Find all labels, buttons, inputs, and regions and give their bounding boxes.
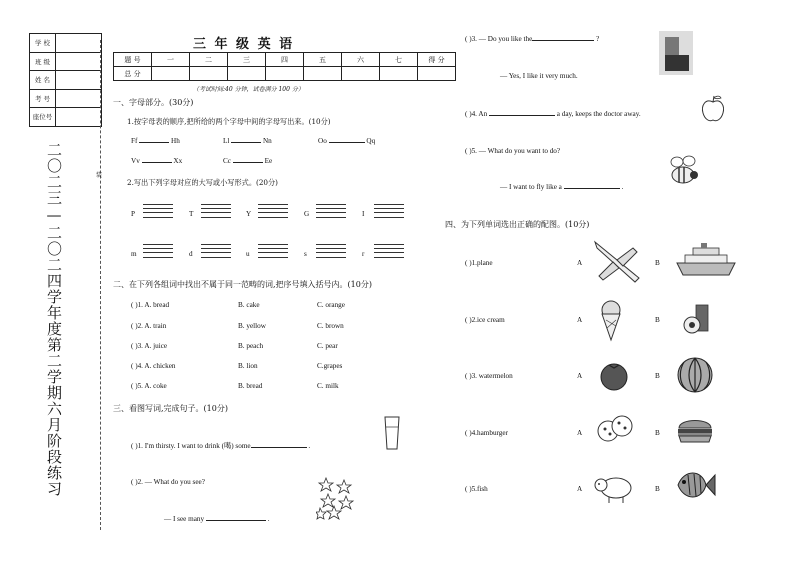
section2-heading: 二、在下列各组词中找出不属于同一范畴的词,把序号填入括号内。(10分) <box>113 280 372 289</box>
score-cell[interactable] <box>304 67 342 81</box>
letter-pair: Oo Qq <box>318 137 376 145</box>
s4-item: ( )2.ice cream <box>465 316 505 324</box>
writing-lines[interactable] <box>258 244 288 261</box>
score-header: 题 号 <box>114 53 152 67</box>
score-header: 五 <box>304 53 342 67</box>
option-a[interactable]: A <box>577 429 583 437</box>
option-b[interactable]: B <box>655 316 660 324</box>
option-b[interactable]: B <box>655 372 660 380</box>
writing-lines[interactable] <box>143 204 173 221</box>
bee-image <box>665 153 701 189</box>
glass-of-water-image <box>382 415 402 451</box>
info-label: 考 号 <box>30 89 56 108</box>
writing-lines[interactable] <box>316 204 346 221</box>
watermelon-image <box>676 356 714 394</box>
option-a[interactable]: A <box>577 372 583 380</box>
letter-pair: Cc Ee <box>223 157 273 165</box>
s3-q2: ( )2. — What do you see? <box>131 478 205 486</box>
ship-image <box>675 243 737 277</box>
binding-mark: 装 <box>96 172 103 179</box>
seat-number-field[interactable] <box>56 108 102 127</box>
s4-item: ( )4.hamburger <box>465 429 508 437</box>
s3-q1: ( )1. I'm thirsty. I want to drink (喝) some . <box>131 442 311 450</box>
letter: m <box>131 250 137 258</box>
apple-image <box>700 95 726 123</box>
letter: u <box>246 250 250 258</box>
s4-item: ( )5.fish <box>465 485 488 493</box>
exam-number-field[interactable] <box>56 89 102 108</box>
score-header: 一 <box>152 53 190 67</box>
writing-lines[interactable] <box>143 244 173 261</box>
s2-row: ( )2. A. train B. yellow C. brown <box>131 322 344 330</box>
s2-row: ( )4. A. chicken B. lion C.grapes <box>131 362 343 370</box>
binding-line <box>100 40 101 530</box>
s2-row: ( )1. A. bread B. cake C. orange <box>131 301 345 309</box>
score-header: 四 <box>266 53 304 67</box>
s2-row: ( )3. A. juice B. peach C. pear <box>131 342 338 350</box>
option-b[interactable]: B <box>655 429 660 437</box>
score-cell[interactable] <box>380 67 418 81</box>
name-field[interactable] <box>56 71 102 90</box>
s1-q1: 1.按字母表的顺序,把所给的两个字母中间的字母写出来。(10分) <box>127 117 331 126</box>
s4-item: ( )1.plane <box>465 259 493 267</box>
music-image <box>659 31 693 75</box>
exam-note: （考试时间:40 分钟，试卷满分 100 分） <box>193 86 304 93</box>
ice-cream-image <box>598 300 624 342</box>
option-a[interactable]: A <box>577 316 583 324</box>
plane-image <box>593 238 641 284</box>
food-image <box>682 303 714 335</box>
total-label: 总 分 <box>114 67 152 81</box>
letter-pair: Ll Nn <box>223 137 272 145</box>
s3-q3: ( )3. — Do you like the ? <box>465 35 600 43</box>
writing-lines[interactable] <box>316 244 346 261</box>
score-table <box>113 52 456 81</box>
score-cell[interactable] <box>418 67 456 81</box>
class-field[interactable] <box>56 52 102 71</box>
score-cell[interactable] <box>266 67 304 81</box>
stars-image <box>316 476 358 522</box>
score-header: 得 分 <box>418 53 456 67</box>
letter: P <box>131 210 135 218</box>
s2-row: ( )5. A. coke B. bread C. milk <box>131 382 339 390</box>
side-title: 二〇二三—二〇二四学年度第二学期六月阶段练习 <box>45 142 63 497</box>
letter: s <box>304 250 307 258</box>
score-header: 七 <box>380 53 418 67</box>
letter: G <box>304 210 310 218</box>
s3-q5-answer: — I want to fly like a . <box>500 183 624 191</box>
writing-lines[interactable] <box>374 244 404 261</box>
info-label: 姓 名 <box>30 71 56 90</box>
writing-lines[interactable] <box>201 244 231 261</box>
s4-item: ( )3. watermelon <box>465 372 513 380</box>
score-cell[interactable] <box>152 67 190 81</box>
s3-q5: ( )5. — What do you want to do? <box>465 147 561 155</box>
s3-q4: ( )4. An a day, keeps the doctor away. <box>465 110 641 118</box>
letter: d <box>189 250 193 258</box>
sheep-image <box>593 474 635 504</box>
option-a[interactable]: A <box>577 485 583 493</box>
info-label: 座位号 <box>30 108 56 127</box>
letter-pair: Vv Xx <box>131 157 183 165</box>
score-header: 三 <box>228 53 266 67</box>
writing-lines[interactable] <box>258 204 288 221</box>
tomato-image <box>598 359 630 391</box>
hamburger-image <box>676 416 714 444</box>
letter: I <box>362 210 365 218</box>
s3-q3-answer: — Yes, I like it very much. <box>500 72 578 80</box>
letter-pair: Ff Hh <box>131 137 180 145</box>
option-b[interactable]: B <box>655 259 660 267</box>
score-cell[interactable] <box>228 67 266 81</box>
option-a[interactable]: A <box>577 259 583 267</box>
info-label: 学 校 <box>30 34 56 53</box>
score-header: 二 <box>190 53 228 67</box>
student-info-table <box>29 33 102 127</box>
section4-heading: 四、为下列单词选出正确的配图。(10分) <box>445 220 590 229</box>
option-b[interactable]: B <box>655 485 660 493</box>
school-field[interactable] <box>56 34 102 53</box>
letter: r <box>362 250 365 258</box>
letter: T <box>189 210 194 218</box>
fish-image <box>672 463 716 507</box>
section1-heading: 一、字母部分。(30分) <box>113 98 194 107</box>
s3-q2-answer: — I see many . <box>164 515 270 523</box>
page-title: 三 年 级 英 语 <box>193 37 295 52</box>
score-header: 六 <box>342 53 380 67</box>
writing-lines[interactable] <box>374 204 404 221</box>
cookies-image <box>597 414 635 444</box>
info-label: 班 级 <box>30 52 56 71</box>
score-cell[interactable] <box>342 67 380 81</box>
letter: Y <box>246 210 252 218</box>
writing-lines[interactable] <box>201 204 231 221</box>
score-cell[interactable] <box>190 67 228 81</box>
section3-heading: 三、看图写词,完成句子。(10分) <box>113 404 228 413</box>
s1-q2: 2.写出下列字母对应的大写或小写形式。(20分) <box>127 178 278 187</box>
